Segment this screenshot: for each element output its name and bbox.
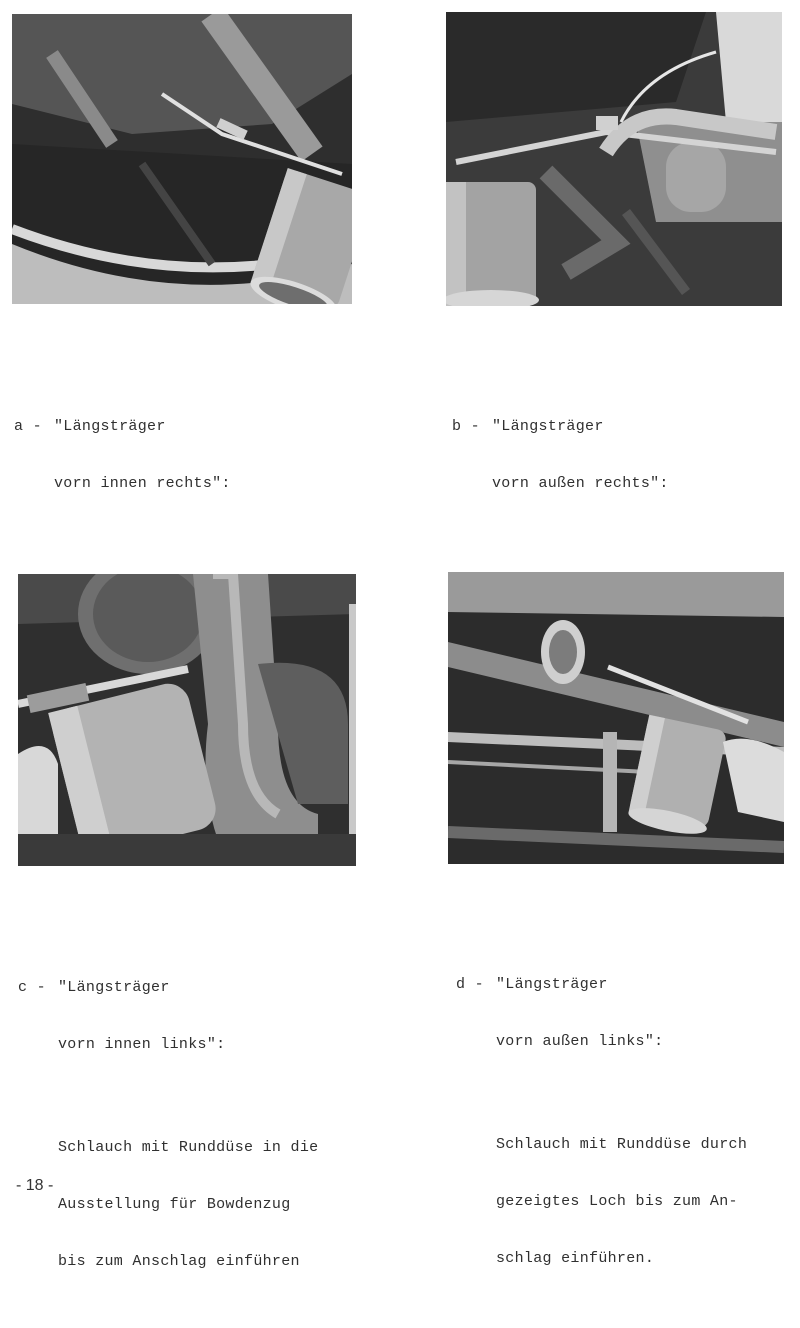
caption-d	[456, 937, 747, 1325]
caption-c-title-line2: vorn innen links":	[58, 1036, 226, 1053]
caption-a-title-line1: "Längsträger	[54, 418, 166, 435]
caption-b-title-line1: "Längsträger	[492, 418, 604, 435]
caption-d-title-line1: "Längsträger	[496, 976, 608, 993]
photo-a-illustration	[12, 14, 352, 304]
caption-b-letter: b -	[452, 418, 480, 435]
caption-c-body-line: Schlauch mit Runddüse in die	[58, 1139, 319, 1156]
caption-c	[18, 940, 318, 1328]
caption-d-body	[456, 1097, 747, 1306]
photo-b-illustration	[446, 12, 782, 306]
caption-a-title-line2: vorn innen rechts":	[54, 475, 231, 492]
photo-c-illustration	[18, 574, 356, 866]
caption-d-body-line: gezeigtes Loch bis zum An-	[496, 1193, 738, 1210]
photo-c	[18, 574, 356, 866]
caption-c-body	[18, 1100, 318, 1309]
caption-c-body-line: bis zum Anschlag einführen	[58, 1253, 300, 1270]
caption-c-body-line: Ausstellung für Bowdenzug	[58, 1196, 291, 1213]
photo-d-illustration	[448, 572, 784, 864]
photo-a	[12, 14, 352, 304]
caption-c-title-line1: "Längsträger	[58, 979, 170, 996]
caption-c-letter: c -	[18, 979, 46, 996]
caption-a-letter: a -	[14, 418, 42, 435]
page-number: - 18 -	[16, 1177, 54, 1194]
caption-d-body-line: Schlauch mit Runddüse durch	[496, 1136, 748, 1153]
caption-d-body-line: schlag einführen.	[496, 1250, 655, 1267]
caption-d-letter: d -	[456, 976, 484, 993]
photo-b	[446, 12, 782, 306]
caption-b-title-line2: vorn außen rechts":	[492, 475, 669, 492]
photo-d	[448, 572, 784, 864]
caption-d-title-line2: vorn außen links":	[496, 1033, 664, 1050]
